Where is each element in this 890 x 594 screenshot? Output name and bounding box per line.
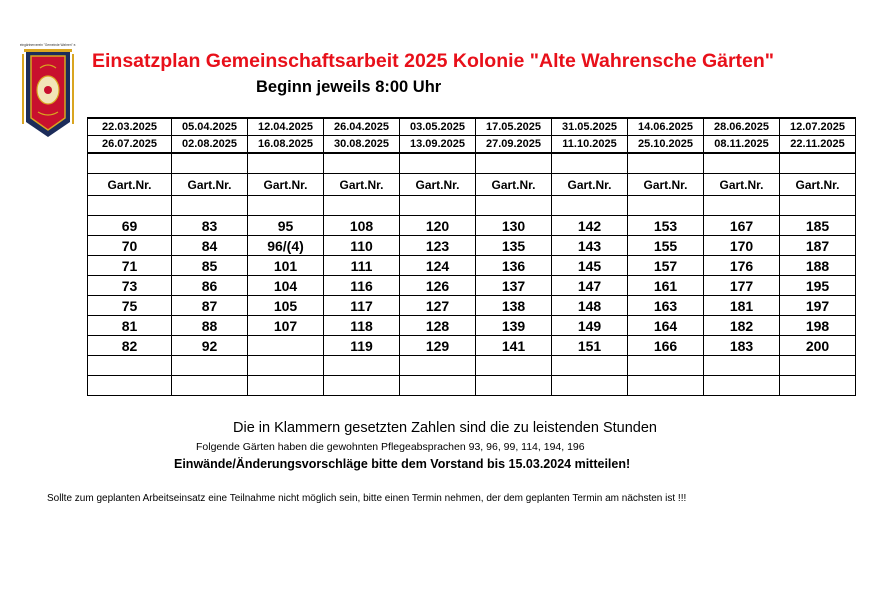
empty-cell [780,153,856,174]
empty-cell [88,196,172,216]
garden-number-cell: 126 [400,276,476,296]
schedule-table [87,117,856,396]
garden-number-cell: 176 [704,256,780,276]
table-row [88,216,856,236]
date-cell: 02.08.2025 [172,136,248,154]
garden-number-cell: 151 [552,336,628,356]
column-header: Gart.Nr. [780,174,856,196]
garden-number-cell: 107 [248,316,324,336]
garden-number-cell: 163 [628,296,704,316]
date-cell: 25.10.2025 [628,136,704,154]
garden-number-cell: 101 [248,256,324,276]
empty-cell [552,153,628,174]
date-cell: 12.07.2025 [780,118,856,136]
empty-cell [172,196,248,216]
association-banner-icon [20,42,76,142]
date-cell: 22.03.2025 [88,118,172,136]
garden-number-cell: 120 [400,216,476,236]
garden-number-cell [248,336,324,356]
garden-number-cell: 92 [172,336,248,356]
garden-number-cell: 164 [628,316,704,336]
garden-number-cell: 187 [780,236,856,256]
garden-number-cell: 129 [400,336,476,356]
date-cell: 30.08.2025 [324,136,400,154]
garden-number-cell: 185 [780,216,856,236]
empty-cell [324,153,400,174]
garden-number-cell: 127 [400,296,476,316]
garden-number-cell: 182 [704,316,780,336]
garden-number-cell: 153 [628,216,704,236]
garden-number-cell [324,376,400,396]
garden-number-cell: 183 [704,336,780,356]
garden-number-cell: 96/(4) [248,236,324,256]
table-row [88,256,856,276]
garden-number-cell: 95 [248,216,324,236]
garden-number-cell: 155 [628,236,704,256]
garden-number-cell: 117 [324,296,400,316]
date-cell: 27.09.2025 [476,136,552,154]
garden-number-cell: 149 [552,316,628,336]
garden-number-cell [780,376,856,396]
empty-cell [780,196,856,216]
date-cell: 22.11.2025 [780,136,856,154]
empty-cell [628,196,704,216]
garden-number-cell: 161 [628,276,704,296]
garden-number-cell: 88 [172,316,248,336]
spacer-row [88,196,856,216]
empty-cell [704,196,780,216]
garden-number-cell: 200 [780,336,856,356]
garden-number-cell: 75 [88,296,172,316]
date-cell: 17.05.2025 [476,118,552,136]
garden-number-cell: 124 [400,256,476,276]
column-header: Gart.Nr. [324,174,400,196]
empty-cell [628,153,704,174]
empty-cell [88,153,172,174]
objections-note: Einwände/Änderungsvorschläge bitte dem Vorstand bis 15.03.2024 mitteilen! [174,457,631,471]
garden-number-cell: 145 [552,256,628,276]
garden-number-cell: 197 [780,296,856,316]
garden-number-cell: 81 [88,316,172,336]
garden-number-cell: 119 [324,336,400,356]
garden-number-cell [628,356,704,376]
empty-cell [324,196,400,216]
garden-number-cell: 177 [704,276,780,296]
empty-cell [248,153,324,174]
date-cell: 11.10.2025 [552,136,628,154]
date-cell: 26.07.2025 [88,136,172,154]
garden-number-cell: 116 [324,276,400,296]
garden-number-cell: 138 [476,296,552,316]
page-subtitle: Beginn jeweils 8:00 Uhr [256,78,442,96]
garden-number-cell: 71 [88,256,172,276]
garden-number-cell: 87 [172,296,248,316]
garden-number-cell: 137 [476,276,552,296]
garden-number-cell [476,356,552,376]
garden-number-cell: 181 [704,296,780,316]
table-row [88,356,856,376]
garden-number-cell: 111 [324,256,400,276]
hours-note: Die in Klammern gesetzten Zahlen sind die zu leistenden Stunden [233,420,657,436]
date-cell: 31.05.2025 [552,118,628,136]
table-row [88,376,856,396]
garden-number-cell [552,356,628,376]
agreements-note: Folgende Gärten haben die gewohnten Pflegeabsprachen 93, 96, 99, 114, 194, 196 [196,441,585,453]
empty-cell [476,153,552,174]
garden-number-cell [324,356,400,376]
table-row [88,236,856,256]
page-title: Einsatzplan Gemeinschaftsarbeit 2025 Kolonie "Alte Wahrensche Gärten" [92,50,775,72]
garden-number-cell: 130 [476,216,552,236]
garden-number-cell [248,376,324,396]
garden-number-cell: 166 [628,336,704,356]
garden-number-cell [88,356,172,376]
column-header: Gart.Nr. [88,174,172,196]
garden-number-cell: 70 [88,236,172,256]
garden-number-cell [628,376,704,396]
garden-number-cell: 82 [88,336,172,356]
table-row [88,316,856,336]
garden-number-cell: 69 [88,216,172,236]
garden-number-cell: 188 [780,256,856,276]
date-cell: 14.06.2025 [628,118,704,136]
garden-number-cell: 157 [628,256,704,276]
garden-number-cell: 105 [248,296,324,316]
table-row [88,336,856,356]
absence-note: Sollte zum geplanten Arbeitseinsatz eine Teilnahme nicht möglich sein, bitte einen Termin nehmen, der dem geplanten Termin am nächsten ist !!! [47,493,687,504]
garden-number-cell: 123 [400,236,476,256]
garden-number-cell: 73 [88,276,172,296]
table-row [88,296,856,316]
date-cell: 05.04.2025 [172,118,248,136]
garden-number-cell: 135 [476,236,552,256]
garden-number-cell: 104 [248,276,324,296]
garden-number-cell: 141 [476,336,552,356]
column-header: Gart.Nr. [628,174,704,196]
empty-cell [552,196,628,216]
garden-number-cell [552,376,628,396]
garden-number-cell: 83 [172,216,248,236]
date-cell: 26.04.2025 [324,118,400,136]
garden-number-cell [704,376,780,396]
table-row [88,276,856,296]
date-cell: 03.05.2025 [400,118,476,136]
column-header: Gart.Nr. [172,174,248,196]
column-header: Gart.Nr. [400,174,476,196]
date-cell: 12.04.2025 [248,118,324,136]
garden-number-cell: 118 [324,316,400,336]
garden-number-cell [172,376,248,396]
column-header-row [88,174,856,196]
banner-caption: Kleingärtnerverein "Gemeinde Wahren" e.V. [20,43,76,47]
garden-number-cell: 195 [780,276,856,296]
empty-cell [476,196,552,216]
garden-number-cell [780,356,856,376]
empty-cell [704,153,780,174]
empty-cell [248,196,324,216]
column-header: Gart.Nr. [552,174,628,196]
garden-number-cell [704,356,780,376]
date-cell: 08.11.2025 [704,136,780,154]
garden-number-cell: 108 [324,216,400,236]
garden-number-cell [400,356,476,376]
date-row-second [88,136,856,154]
garden-number-cell [88,376,172,396]
column-header: Gart.Nr. [248,174,324,196]
garden-number-cell: 148 [552,296,628,316]
garden-number-cell [172,356,248,376]
empty-cell [172,153,248,174]
garden-number-cell: 198 [780,316,856,336]
garden-number-cell: 147 [552,276,628,296]
empty-cell [400,196,476,216]
date-cell: 13.09.2025 [400,136,476,154]
date-cell: 16.08.2025 [248,136,324,154]
garden-number-cell: 128 [400,316,476,336]
garden-number-cell: 136 [476,256,552,276]
garden-number-cell: 143 [552,236,628,256]
garden-number-cell: 86 [172,276,248,296]
garden-number-cell: 85 [172,256,248,276]
garden-number-cell [400,376,476,396]
spacer-row [88,153,856,174]
garden-number-cell [248,356,324,376]
empty-cell [400,153,476,174]
column-header: Gart.Nr. [476,174,552,196]
date-row-first [88,118,856,136]
date-cell: 28.06.2025 [704,118,780,136]
garden-number-cell: 167 [704,216,780,236]
garden-number-cell [476,376,552,396]
garden-number-cell: 142 [552,216,628,236]
garden-number-cell: 110 [324,236,400,256]
garden-number-cell: 170 [704,236,780,256]
garden-number-cell: 139 [476,316,552,336]
column-header: Gart.Nr. [704,174,780,196]
garden-number-cell: 84 [172,236,248,256]
